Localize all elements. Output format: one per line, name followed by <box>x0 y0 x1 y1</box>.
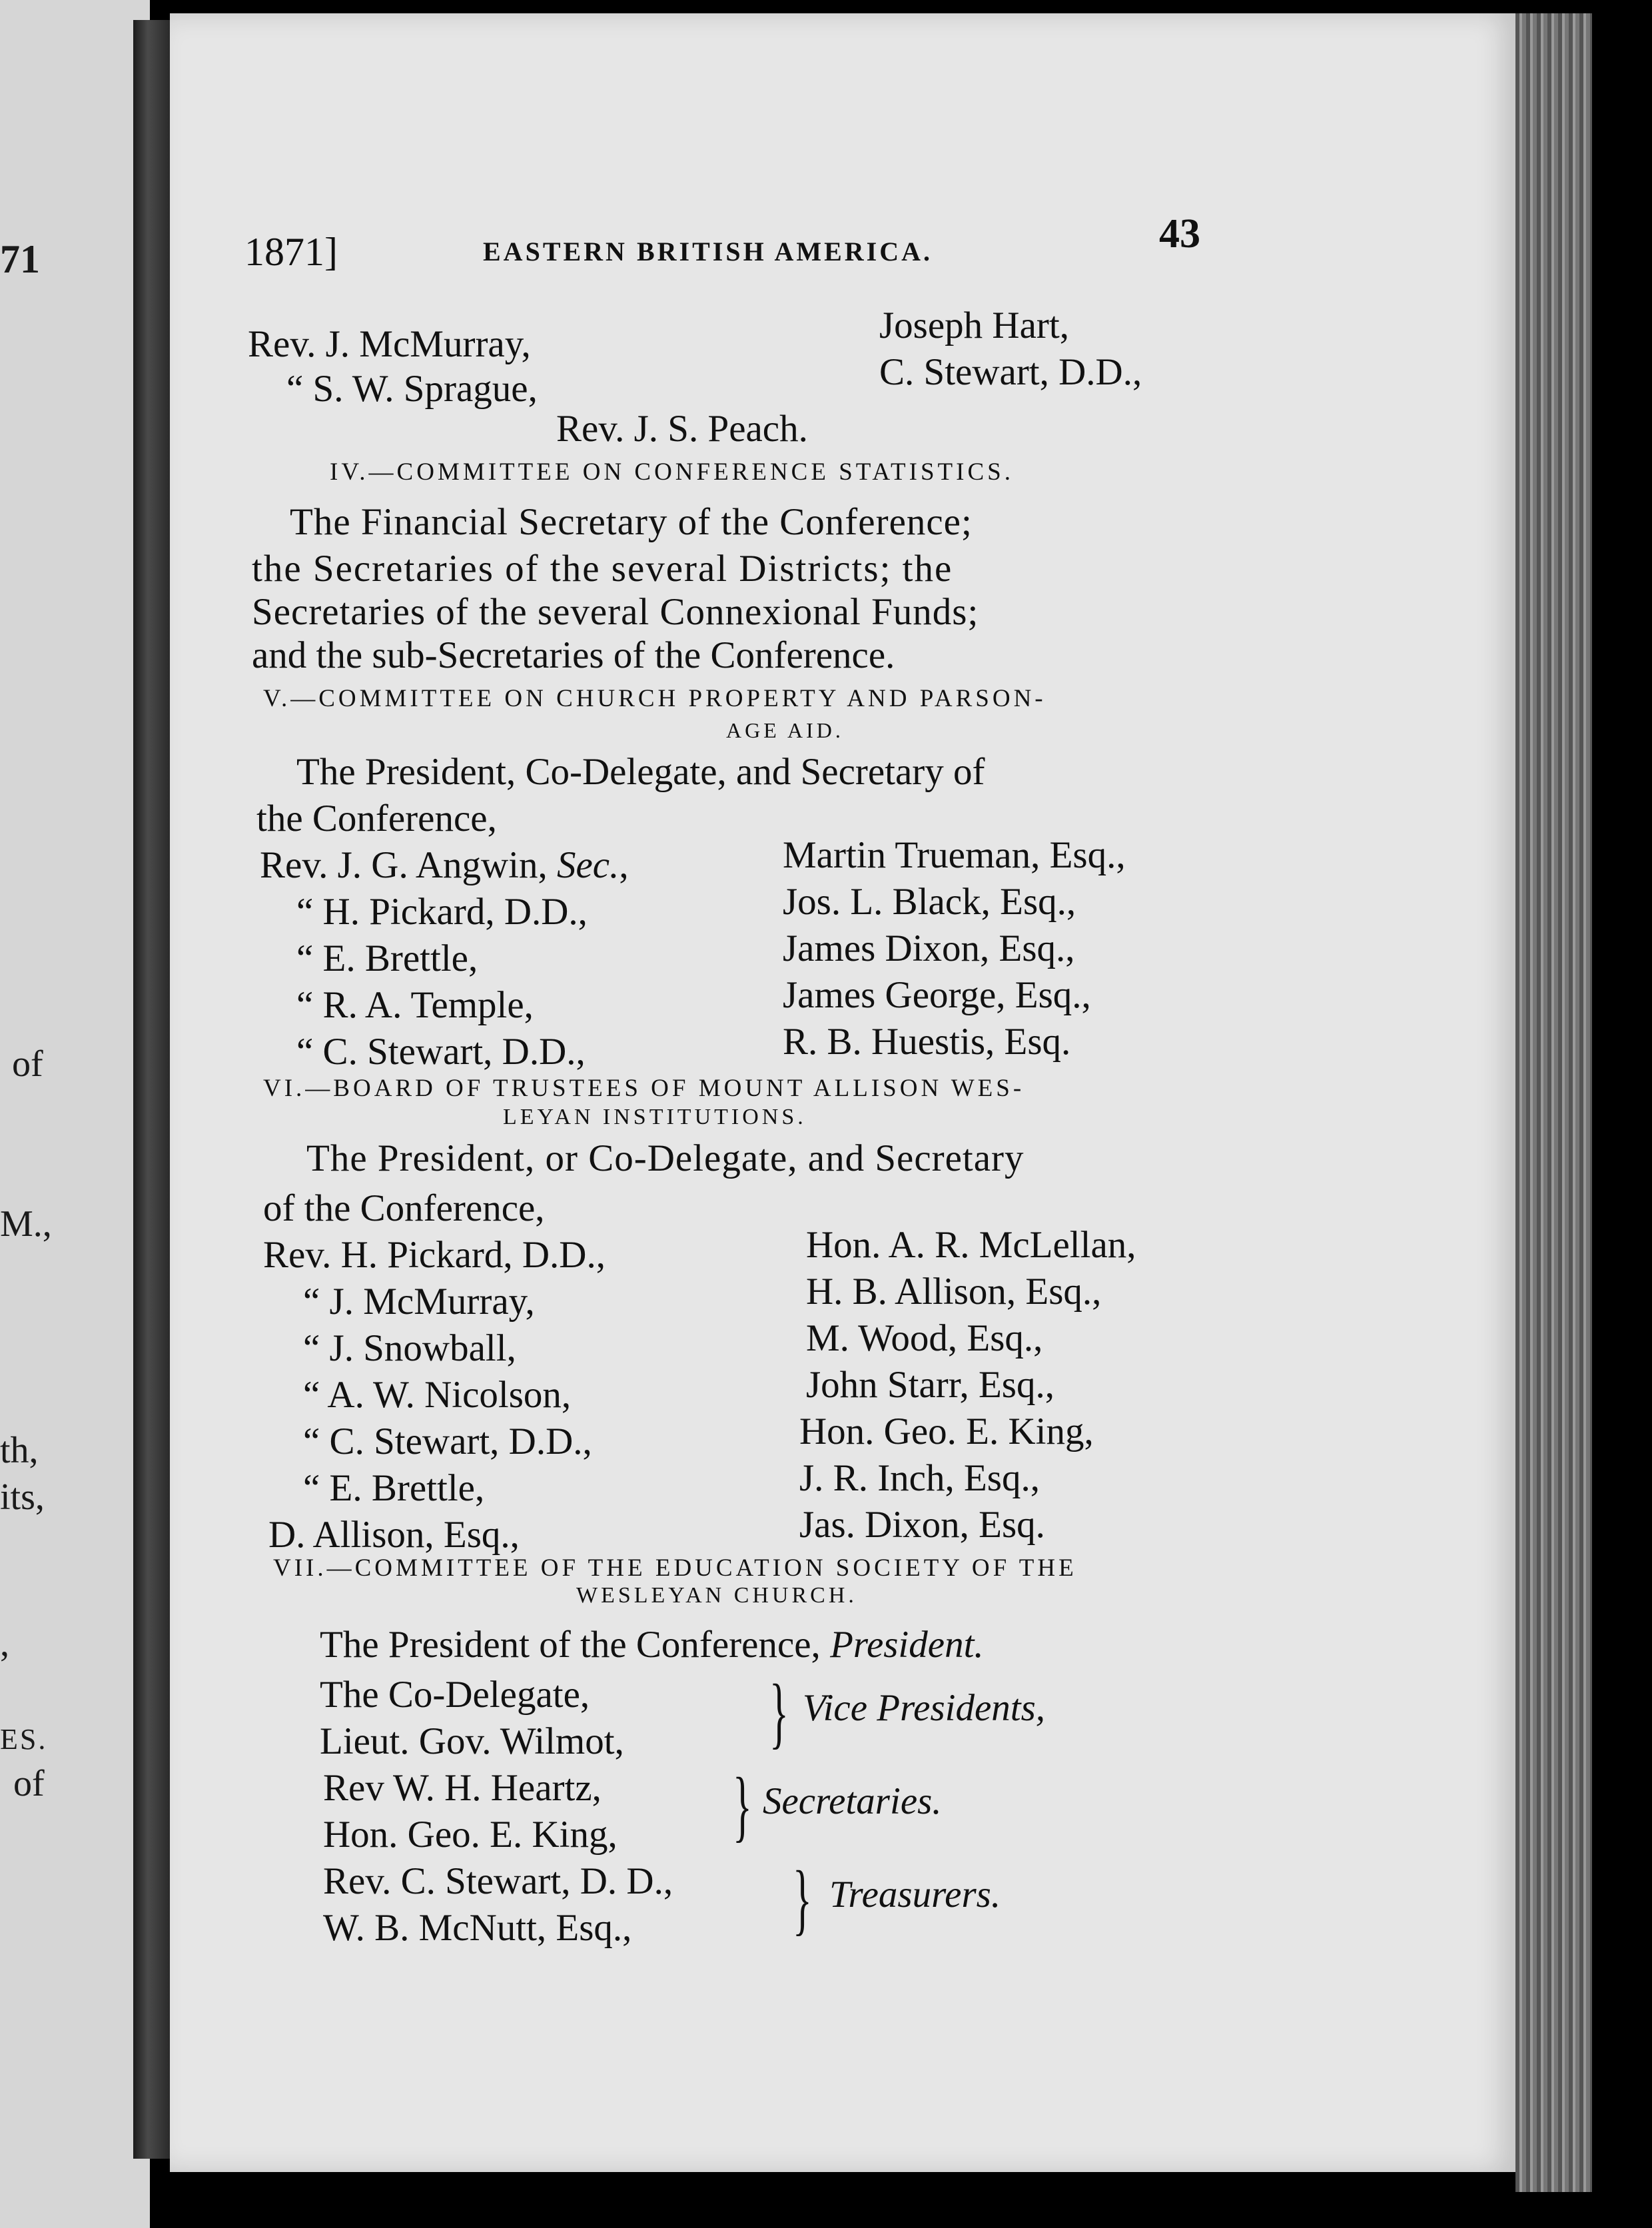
section-heading: AGE AID. <box>726 718 844 742</box>
member-left: “ E. Brettle, <box>296 937 478 979</box>
margin-fragment: of <box>12 1043 43 1085</box>
member-left: “ R. A. Temple, <box>296 984 534 1026</box>
running-title: EASTERN BRITISH AMERICA. <box>483 237 933 267</box>
officer-name: Lieut. Gov. Wilmot, <box>320 1720 624 1762</box>
top-left-1: Rev. J. McMurray, <box>248 323 531 365</box>
brace: } <box>769 1668 789 1756</box>
margin-fragment: th, <box>0 1430 39 1471</box>
member-right: H. B. Allison, Esq., <box>806 1271 1102 1313</box>
top-right-2: C. Stewart, D.D., <box>879 351 1142 393</box>
text-line: the Secretaries of the several Districts; the <box>252 548 953 590</box>
member-left: “ C. Stewart, D.D., <box>303 1420 592 1462</box>
member-right: John Starr, Esq., <box>806 1364 1054 1406</box>
top-center: Rev. J. S. Peach. <box>556 408 808 450</box>
member-left: “ A. W. Nicolson, <box>303 1374 572 1416</box>
section-heading: LEYAN INSTITUTIONS. <box>503 1105 807 1129</box>
section-heading: VII.—COMMITTEE OF THE EDUCATION SOCIETY OF THE <box>273 1554 1077 1582</box>
text-line: the Conference, <box>256 798 497 839</box>
section-heading: WESLEYAN CHURCH. <box>576 1583 857 1608</box>
top-left-2: “ S. W. Sprague, <box>286 368 538 410</box>
role-label: Secretaries. <box>763 1780 942 1822</box>
officer-name: Hon. Geo. E. King, <box>323 1814 618 1856</box>
margin-fragment: , <box>0 1623 9 1664</box>
role-label: Vice Presidents, <box>803 1687 1046 1729</box>
text-line: The President, or Co-Delegate, and Secretary <box>306 1137 1025 1179</box>
text-line: The President, Co-Delegate, and Secretary of <box>296 751 985 793</box>
officer-name: Rev. C. Stewart, D. D., <box>323 1860 673 1902</box>
member-right: Hon. A. R. McLellan, <box>806 1224 1136 1266</box>
margin-fragment: its, <box>0 1476 45 1518</box>
text-line: The President of the Conference, President. <box>320 1624 984 1666</box>
text-line: of the Conference, <box>263 1187 545 1229</box>
book-gutter <box>133 20 170 2159</box>
text-line: The Financial Secretary of the Conference; <box>290 501 973 543</box>
member-right: M. Wood, Esq., <box>806 1317 1043 1359</box>
header-year: 1871] <box>244 230 338 274</box>
section-heading: VI.—BOARD OF TRUSTEES OF MOUNT ALLISON WES- <box>263 1075 1025 1102</box>
member-right: J. R. Inch, Esq., <box>799 1457 1040 1499</box>
margin-fragment: 71 <box>0 237 40 281</box>
member-left: “ E. Brettle, <box>303 1467 485 1509</box>
member-left: “ C. Stewart, D.D., <box>296 1031 586 1073</box>
text-line: Secretaries of the several Connexional Funds; <box>252 591 979 633</box>
member-right: Hon. Geo. E. King, <box>799 1410 1094 1452</box>
margin-fragment: of <box>13 1763 45 1804</box>
section-heading: IV.—COMMITTEE ON CONFERENCE STATISTICS. <box>330 458 1014 486</box>
text-line: and the sub-Secretaries of the Conference. <box>252 634 895 676</box>
facing-page <box>0 0 150 2228</box>
member-right: Martin Trueman, Esq., <box>783 834 1126 876</box>
member-left: Rev. H. Pickard, D.D., <box>263 1234 606 1276</box>
member-right: James Dixon, Esq., <box>783 927 1075 969</box>
member-left: Rev. J. G. Angwin, Sec., <box>260 844 629 886</box>
role-label: President. <box>830 1624 984 1666</box>
officer-name: W. B. McNutt, Esq., <box>323 1907 632 1949</box>
page-number: 43 <box>1159 211 1200 257</box>
section-heading: V.—COMMITTEE ON CHURCH PROPERTY AND PARSON- <box>263 685 1046 712</box>
member-right: Jos. L. Black, Esq., <box>783 881 1076 923</box>
member-left: D. Allison, Esq., <box>268 1514 520 1556</box>
member-left: “ J. McMurray, <box>303 1281 535 1323</box>
officer-name: The Co-Delegate, <box>320 1674 590 1716</box>
secretary-mark: Sec. <box>556 844 620 886</box>
margin-fragment: ES. <box>0 1723 48 1756</box>
member-right: R. B. Huestis, Esq. <box>783 1021 1071 1063</box>
margin-fragment: M., <box>0 1203 52 1245</box>
member-right: James George, Esq., <box>783 974 1091 1016</box>
officer-name: Rev W. H. Heartz, <box>323 1767 602 1809</box>
brace: } <box>793 1854 812 1943</box>
member-right: Jas. Dixon, Esq. <box>799 1504 1045 1546</box>
brace: } <box>733 1761 752 1850</box>
top-right-1: Joseph Hart, <box>879 304 1069 346</box>
member-left: “ J. Snowball, <box>303 1327 516 1369</box>
role-label: Treasurers. <box>829 1874 1001 1916</box>
page-edges <box>1515 13 1592 2192</box>
member-left: “ H. Pickard, D.D., <box>296 891 588 933</box>
book-page <box>170 13 1515 2172</box>
